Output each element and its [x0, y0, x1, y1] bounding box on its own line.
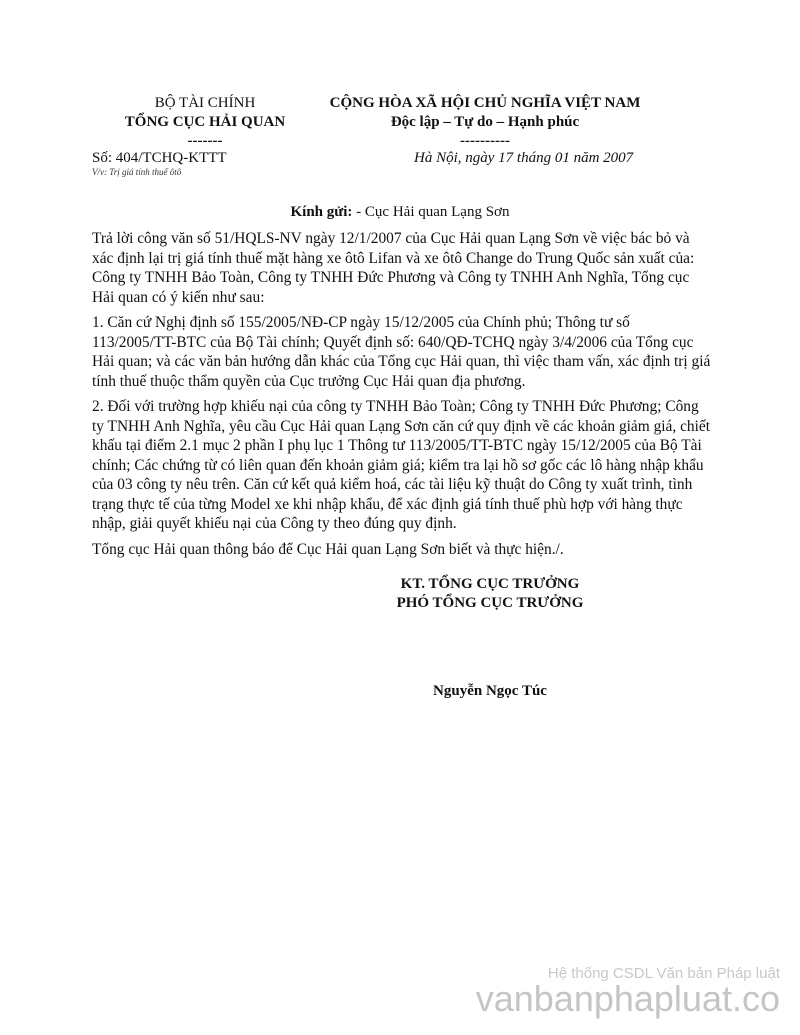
document-date: Hà Nội, ngày 17 tháng 01 năm 2007	[414, 150, 634, 166]
issuer-block	[80, 94, 330, 151]
signature-title-block	[340, 575, 640, 613]
right-separator: ----------	[460, 133, 510, 149]
left-separator: -------	[187, 133, 223, 149]
paragraph-closing: Tổng cục Hải quan thông báo để Cục Hải quan Lạng Sơn biết và thực hiện./.	[92, 540, 564, 558]
signature-title-line-2: PHÓ TỔNG CỤC TRƯỞNG	[396, 595, 584, 611]
recipient-label: Kính gửi:	[290, 204, 353, 220]
department-name: TỔNG CỤC HẢI QUAN	[124, 114, 286, 130]
national-motto: Độc lập – Tự do – Hạnh phúc	[390, 114, 580, 130]
recipient-name: - Cục Hải quan Lạng Sơn	[352, 204, 510, 220]
paragraph-point-1: 1. Căn cứ Nghị định số 155/2005/NĐ-CP ngày 15/12/2005 của Chính phủ; Thông tư số 113/2005/TT-BTC của Bộ Tài chính; Quyết định số: 640/QĐ-TCHQ ngày 3/4/2006 của Tổng cục Hải quan; và các văn bản hướng dẫn khác của Tổng cục Hải quan, thì việc tham vấn, xác định trị giá tính thuế thuộc thẩm quyền của Cục trưởng Cục Hải quan địa phương.	[92, 314, 711, 390]
paragraph-point-2: 2. Đối với trường hợp khiếu nại của công ty TNHH Bảo Toàn; Công ty TNHH Đức Phương; Công ty TNHH Anh Nghĩa, yêu cầu Cục Hải quan Lạng Sơn căn cứ quy định về các khoản giảm giá, chiết khấu tại điểm 2.1 mục 2 phần I phụ lục 1 Thông tư 113/2005/TT-BTC ngày 15/12/2005 của Bộ Tài chính; Các chứng từ có liên quan đến khoản giảm giá; kiểm tra lại hồ sơ gốc các lô hàng nhập khẩu của 03 công ty nêu trên. Căn cứ kết quả kiểm hoá, các tài liệu kỹ thuật do Công ty xuất trình, tình trạng thực tế của từng Model xe khi nhập khẩu, để xác định giá tính thuế phù hợp với hàng thực nhập, giải quyết khiếu nại của Công ty theo đúng quy định.	[92, 398, 710, 532]
signer-name: Nguyễn Ngọc Túc	[433, 683, 547, 699]
document-subject: V/v: Trị giá tính thuế ôtô	[92, 167, 182, 177]
national-title-block	[300, 94, 670, 151]
document-number: Số: 404/TCHQ-KTTT	[92, 150, 227, 166]
watermark-site: vanbanphapluat.co	[475, 978, 780, 1019]
ministry-name: BỘ TÀI CHÍNH	[154, 95, 256, 111]
recipient-line	[0, 204, 800, 221]
signature-title-line-1: KT. TỔNG CỤC TRƯỞNG	[400, 576, 580, 592]
watermark-tagline: Hệ thống CSDL Văn bản Pháp luật	[547, 965, 780, 982]
paragraph-intro: Trả lời công văn số 51/HQLS-NV ngày 12/1/2007 của Cục Hải quan Lạng Sơn về việc bác bỏ và xác định lại trị giá tính thuế mặt hàng xe ôtô Lifan và xe ôtô Change do Trung Quốc sản xuất của: Công ty TNHH Bảo Toàn, Công ty TNHH Đức Phương và Công ty TNHH Anh Nghĩa, Tổng cục Hải quan có ý kiến như sau:	[92, 230, 695, 306]
republic-title: CỘNG HÒA XÃ HỘI CHỦ NGHĨA VIỆT NAM	[329, 95, 641, 111]
letter-body	[92, 229, 712, 565]
